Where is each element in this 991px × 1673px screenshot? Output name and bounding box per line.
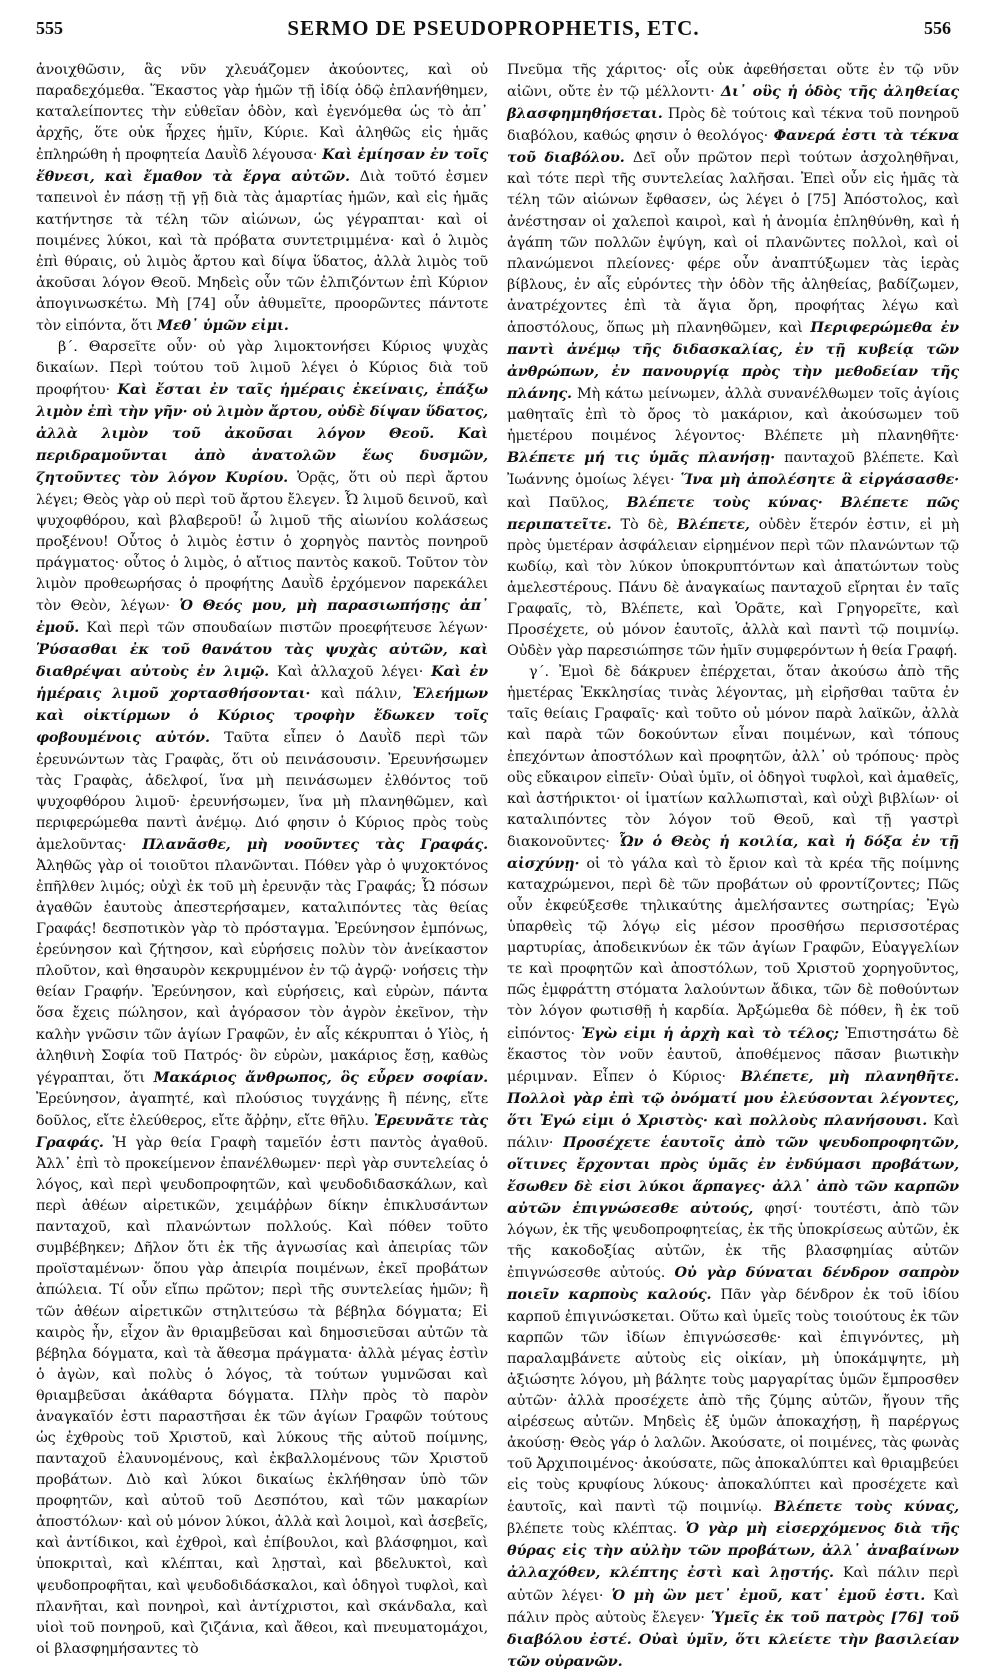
scripture-quote: Ῥύσασθαι ἐκ τοῦ θανάτου τὰς ψυχὰς αὐτῶν, καὶ διαθρέψαι αὐτοὺς ἐν λιμῷ. [36, 641, 488, 681]
text-run: Διὰ τοῦτό ἐσμεν ταπεινοὶ ἐν πάσῃ τῇ γῇ διὰ τὰς ἁμαρτίας ἡμῶν, καὶ εἰς ἡμᾶς κατήντησε τὰ τέλη τῶν αἰώνων, ὡς γέγραπται· καὶ οἱ ποιμένες λύκοι, καὶ τὰ πρόβατα συντετριμμένα· καὶ ὁ λιμὸς ἐπὶ θύραις, οὐ λιμὸς ἄρτου καὶ δίψα ὕδατος, ἀλλὰ λιμὸς τοῦ ἀκοῦσαι λόγον Θεοῦ. Μηδεὶς οὖν τῶν ἐλπιζόντων ἐπὶ Κύριον ἀπογινωσκέτω. Μὴ [74] οὖν ἀθυμεῖτε, προορῶντες πάντοτε τὸν εἰπόντα, ὅτι [36, 169, 488, 334]
text-run: Ἐπιστησάτω δὲ ἕκαστος τὸν νοῦν ἑαυτοῦ, ἀποθέμενος πᾶσαν βιωτικὴν μέριμναν. Εἶπεν ὁ Κύριος· [507, 1025, 959, 1085]
text-run: καὶ πάλιν, [310, 686, 413, 703]
scripture-quote: Ὁ Θεός μου, μὴ παρασιωπήσῃς ἀπ᾽ ἐμοῦ. [36, 596, 488, 637]
scripture-quote: Καὶ ἔσται ἐν ταῖς ἡμέραις ἐκείναις, ἐπάξω λιμὸν ἐπὶ τὴν γῆν· οὐ λιμὸν ἄρτου, οὐδὲ δίψαν ὕδατος, ἀλλὰ λιμὸν τοῦ ἀκοῦσαι λόγον Θεοῦ. Καὶ περιδραμοῦνται ἀπὸ ἀνατολῶν ἕως δυσμῶν, ζητοῦντες τὸν λόγον Κυρίου. [36, 381, 488, 487]
text-run: οἱ τὸ γάλα καὶ τὸ ἔριον καὶ τὰ κρέα τῆς ποίμνης καταχρώμενοι, περὶ δὲ τῶν προβάτων οὐ φροντίζοντες; Πῶς οὖν ἐκφεύξεσθε τηλικαύτης ἀμελήσαντες σωτηρίας; Ἐγὼ ὑπαρθεὶς τῷ λόγῳ εἰς μέσον προσθήσω περισσοτέρας μαρτυρίας, ἀποδεικνύων ἐκ τῶν ἁγίων Γραφῶν, Εὐαγγελίων τε καὶ προφητῶν καὶ ἀποστόλων, τοῦ Χριστοῦ χορηγοῦντος, πῶς ἐμφράττη στόματα λαλούντων ἄδικα, τῶν δὲ ποθούντων τὸν λόγον φωτισθῇ ἡ καρδία. Ἀρξώμεθα δὲ πόθεν, ἢ ἐκ τοῦ εἰπόντος· [507, 855, 959, 1042]
text-run: Ἀληθῶς γὰρ οἱ τοιοῦτοι πλανῶνται. Πόθεν γὰρ ὁ ψυχοκτόνος ἐπῆλθεν λιμός; οὐχὶ ἐκ τοῦ μὴ ἐρευνᾷν τὰς Γραφάς; Ὦ πόσων ἀγαθῶν ἑαυτοὺς ἀπεστερήσαμεν, καταλιπόντες τὰς θείας Γραφάς! δεσποτικὸν γὰρ τὸ πρόσταγμα. Ἐρεύνησον ἐμπόνως, ἐρεύνησον καὶ ζήτησον, καὶ εὑρήσεις πολὺν τὸν ἀνείκαστον πλοῦτον, καὶ θησαυρὸν κεκρυμμένον ἐν τῷ ἀγρῷ· νοήσεις τὴν θείαν Γραφήν. Ἐρεύνησον, καὶ εὑρήσεις, καὶ εὑρὼν, πάντα ὅσα ἔχεις πώλησον, καὶ ἀγόρασον τὸν ἀγρὸν ἐκεῖνον, τὴν καλὴν γνῶσιν τῶν ἁγίων Γραφῶν, ἐν αἷς κέκρυπται ὁ Υἱὸς, ἡ ἀληθινὴ Σοφία τοῦ Πατρός· ὃν εὑρὼν, μακάριος ἔσῃ, καθὼς γέγραπται, ὅτι [36, 857, 488, 1086]
scripture-quote: Ὁ γὰρ μὴ εἰσερχόμενος διὰ τῆς θύρας εἰς τὴν αὐλὴν τῶν προβάτων, ἀλλ᾽ ἀναβαίνων ἀλλαχόθεν, κλέπτης ἐστὶ καὶ λῃστής. [507, 1520, 959, 1582]
scripture-quote: Βλέπετε τοὺς κύνας· Βλέπετε πῶς περιπατεῖτε. [507, 493, 959, 533]
paragraph [36, 60, 488, 337]
page-number-left: 555 [36, 18, 63, 38]
scripture-quote: Ἐρευνᾶτε τὰς Γραφάς. [36, 1111, 488, 1151]
text-run: Πνεῦμα τῆς χάριτος· οἷς οὐκ ἀφεθήσεται οὔτε ἐν τῷ νῦν αἰῶνι, οὔτε ἐν τῷ μέλλοντι· [507, 62, 959, 101]
scripture-quote: Βλέπετε, [677, 515, 750, 533]
text-run: Ταῦτα εἶπεν ὁ Δαυῒδ περὶ τῶν ἐρευνώντων τὰς Γραφὰς, ὅτι οὐ πεινάσουσιν. Ἐρευνήσωμεν τὰς Γραφὰς, ἀδελφοί, ἵνα μὴ πεινάσωμεν ἐλθόντος τοῦ ψυχοφθόρου λιμοῦ· ἐρευνήσωμεν, ἵνα μὴ πλανηθῶμεν, καὶ περιφερώμεθα παντὶ ἀνέμῳ. Διό φησιν ὁ Κύριος πρὸς τοὺς ἀμελοῦντας· [36, 730, 488, 853]
scripture-quote: Ὑμεῖς ἐκ τοῦ πατρὸς [76] τοῦ διαβόλου ἐστέ. Οὐαὶ ὑμῖν, ὅτι κλείετε τὴν βασιλείαν τῶν οὐρανῶν. [507, 1608, 959, 1670]
scripture-quote: Μεθ᾽ ὑμῶν εἰμι. [157, 316, 289, 334]
text-run: Μὴ κάτω μείνωμεν, ἀλλὰ συνανέλθωμεν τοῖς ἁγίοις μαθηταῖς ἐπὶ τὸ ὄρος τὸ μακάριον, καὶ ἀκούσωμεν τοῦ ἡμετέρου ποιμένος λέγοντος· Βλέπετε μὴ πλανηθῆτε· [507, 386, 959, 445]
text-run: οὐδὲν ἕτερόν ἐστιν, εἰ μὴ πρὸς ὑμετέραν ἀσφάλειαν εἰρημένον περὶ τῶν πλανώντων τῷ κωδίῳ, καὶ τὸν λύκον ὑποκρυπτόντων καὶ ἀπατώντων τοὺς ἀμελεστέρους. Πάνυ δὲ ἀναγκαίως πανταχοῦ εἴρηται ἐν ταῖς Γραφαῖς, τὸ, Βλέπετε, καὶ Ὁρᾶτε, καὶ Γρηγορεῖτε, καὶ Προσέχετε, οὐ μόνον ἑαυτοῖς, ἀλλὰ καὶ παντὶ τῷ ποιμνίῳ. Οὐδὲν γὰρ παρεσιώπησε τῶν ἡμῖν συμφερόντων ἡ θεία Γραφή. [507, 516, 959, 660]
text-run: Καὶ ἀλλαχοῦ λέγει· [269, 664, 432, 681]
text-run: Ὁρᾷς, ὅτι οὐ περὶ ἄρτου λέγει; Θεὸς γὰρ οὐ περὶ τοῦ ἄρτου ἔλεγεν. Ὦ λιμοῦ δεινοῦ, καὶ ψυχοφθόρου, καὶ βλαβεροῦ! ὦ λιμοῦ τῆς αἰωνίου κολάσεως προξένου! Οὗτος ὁ λιμὸς ἐστιν ὁ χορηγὸς παντὸς πονηροῦ πράγματος· οὗτος ὁ λιμὸς, ὁ αἴτιος παντὸς κακοῦ. Τοῦτον τὸν λιμὸν προθεωρήσας ὁ προφήτης Δαυῒδ ἐρχόμενον παρεκάλει τὸν Θεὸν, λέγων· [36, 470, 488, 614]
paragraph [507, 662, 959, 1673]
scripture-quote: Βλέπετε μή τις ὑμᾶς πλανήσῃ· [507, 449, 776, 467]
scripture-quote: Ἐλεήμων καὶ οἰκτίρμων ὁ Κύριος τροφὴν ἔδωκεν τοῖς φοβουμένοις αὐτόν. [36, 685, 488, 747]
paragraph [507, 60, 959, 662]
scripture-quote: Δι᾽ οὓς ἡ ὁδὸς τῆς ἀληθείας βλασφημηθήσεται. [507, 83, 959, 123]
text-run: βλέπετε τοὺς κλέπτας. [507, 1521, 686, 1538]
text-run: γ΄. Ἐμοὶ δὲ δάκρυεν ἐπέρχεται, ὅταν ἀκούσω ἀπὸ τῆς ἡμετέρας Ἐκκλησίας τινὰς λέγοντας, μὴ εἰρῆσθαι ταῦτα ἐν ταῖς θείαις Γραφαῖς· καὶ τοῦτο οὐ μόνον παρὰ λαϊκῶν, ἀλλὰ καὶ παρὰ τῶν δοκούντων εἶναι ποιμένων, καὶ τόπους ἐπεχόντων ἀποστόλων καὶ προφητῶν, ἀλλ᾽ οὐ τρόπους· πρὸς οὓς εὔκαιρον εἰπεῖν· Οὐαὶ ὑμῖν, οἱ ὁδηγοὶ τυφλοὶ, καὶ ἀμαθεῖς, καὶ ἀστήρικτοι· οἱ ἱματίων καλλωπισταὶ, καὶ οὐχὶ βιβλίων· οἱ καταλιπόντες τὸν λόγον τοῦ Θεοῦ, καὶ τῇ γαστρὶ διακονοῦντες· [507, 664, 959, 850]
text-run: Καὶ περὶ τῶν σπουδαίων πιστῶν προεφήτευσε λέγων· [79, 620, 488, 637]
left-column [36, 60, 488, 1657]
scripture-quote: Πλανᾶσθε, μὴ νοοῦντες τὰς Γραφάς. [142, 835, 488, 853]
text-run: β΄. Θαρσεῖτε οὖν· οὐ γὰρ λιμοκτονήσει Κύριος ψυχὰς δικαίων. Περὶ τούτου τοῦ λιμοῦ λέγει ὁ Κύριος διὰ τοῦ προφήτου· [36, 339, 488, 399]
text-run: Καὶ πάλιν· [507, 1112, 959, 1151]
text-run: Καὶ πάλιν περὶ αὐτῶν λέγει· [507, 1565, 959, 1604]
text-run: Πρὸς δὲ τούτοις καὶ τέκνα τοῦ πονηροῦ διαβόλου, καθώς φησιν ὁ θεολόγος· [507, 106, 959, 145]
text-run: Τὸ δὲ, [611, 516, 678, 533]
scripture-quote: Φανερά ἐστι τὰ τέκνα τοῦ διαβόλου. [507, 127, 959, 167]
running-title: SERMO DE PSEUDOPROPHETIS, ETC. [287, 16, 700, 40]
scripture-quote: Βλέπετε, μὴ πλανηθῆτε. Πολλοὶ γὰρ ἐπὶ τῷ ὀνόματί μου ἐλεύσονται λέγοντες, ὅτι Ἐγώ εἰμι ὁ Χριστὸς· καὶ πολλοὺς πλανήσουσι. [507, 1067, 959, 1129]
text-run: Ἡ γὰρ θεία Γραφὴ ταμεῖόν ἐστι παντὸς ἀγαθοῦ. Ἀλλ᾽ ἐπὶ τὸ προκείμενον ἐπανέλθωμεν· περὶ γὰρ συντελείας ὁ λόγος, καὶ περὶ ψευδοπροφητῶν, καὶ ψευδοδιδασκάλων, καὶ περὶ ἀθέων αἱρετικῶν, χειμάῤῥων δίκην ἐπικλυσάντων πανταχοῦ, καὶ πλανώντων πολλούς. Καὶ πόθεν τοῦτο συμβέβηκεν; Δῆλον ὅτι ἐκ τῆς ἀγνωσίας καὶ ἀπειρίας τῶν προϊσταμένων· ὅπου γὰρ ἀπειρία ποιμένων, ἐκεῖ προβάτων ἀπώλεια. Τί οὖν εἴπω πρῶτον; περὶ τῆς συντελείας ἡμῶν; ἢ τῶν ἀθέων αἱρετικῶν στηλιτεύσω τὰ βέβηλα δόγματα; Εἰ καιρὸς ἦν, εἶχον ἂν θριαμβεῦσαι καὶ δημοσιεῦσαι αὐτῶν τὰ βέβηλα δόγματα, καὶ τὰ ἄθεσμα πράγματα· ἀλλὰ μέγας ἐστὶν ὁ ἀγὼν, καὶ πολὺς ὁ λόγος, τὰ τούτων γυμνῶσαι καὶ θριαμβεῦσαι ἀκάθαρτα δόγματα. Πλὴν πρὸς τὸ παρὸν ἀναγκαῖόν ἐστι παραστῆσαι ἐκ τῶν ἁγίων Γραφῶν τούτους ὡς ἐχθροὺς τοῦ Χριστοῦ, καὶ λύκους τῆς αὐτοῦ ποίμνης, πανταχοῦ ἐλαυνομένους, καὶ ἐκβαλλομένους τῶν Χριστοῦ προβάτων. Διὸ καὶ λύκοι δικαίως ἐκλήθησαν ὑπὸ τῶν προφητῶν, καὶ αὐτοῦ τοῦ Δεσπότου, καὶ τῶν μακαρίων ἀποστόλων· καὶ οὐ μόνον λύκοι, ἀλλὰ καὶ λοιμοὶ, καὶ ἀσεβεῖς, καὶ ἀντίδικοι, καὶ ἐχθροὶ, καὶ ἐπίβουλοι, καὶ βλάσφημοι, καὶ ὑποκριταὶ, καὶ κλέπται, καὶ λῃσταὶ, καὶ βδελυκτοὶ, καὶ ψευδοπροφῆται, καὶ ψευδοδιδάσκαλοι, καὶ ὁδηγοὶ τυφλοὶ, καὶ πλανῆται, καὶ πονηροὶ, καὶ ἀντίχριστοι, καὶ σκάνδαλα, καὶ υἱοὶ τοῦ πονηροῦ, καὶ ζιζάνια, καὶ ἄθεοι, καὶ πνευματομάχοι, οἱ βλασφημήσαντες τὸ [36, 1134, 488, 1657]
text-run: πανταχοῦ βλέπετε. Καὶ Ἰωάννης ὁμοίως λέγει· [507, 450, 959, 489]
text-run: φησί· τουτέστι, ἀπὸ τῶν λόγων, ἐκ τῆς ψευδοπροφητείας, ἐκ τῆς ὑποκρίσεως αὐτῶν, ἐκ τῆς κακοδοξίας αὐτῶν, ἐκ τῆς βλασφημίας αὐτῶν ἐπιγνώσεσθε αὐτούς. [507, 1201, 960, 1282]
scripture-quote: Βλέπετε τοὺς κύνας, [774, 1498, 960, 1516]
text-run: ἀνοιχθῶσιν, ἃς νῦν χλευάζομεν ἀκούοντες, καὶ οὐ παραδεχόμεθα. Ἕκαστος γὰρ ἡμῶν τῇ ἰδίᾳ ὁδῷ ἐπλανήθημεν, καταλείποντες τὴν εὐθεῖαν ὁδὸν, καὶ ἐγενόμεθα ὡς τὸ ἀπ᾽ ἀρχῆς, ὅτε οὐκ ἦρχες ἡμῖν, Κύριε. Καὶ ἀληθῶς εἰς ἡμᾶς ἐπληρώθη ἡ προφητεία Δαυῒδ λέγουσα· [36, 62, 488, 164]
scripture-quote: Ὁ μὴ ὢν μετ᾽ ἐμοῦ, κατ᾽ ἐμοῦ ἐστι. [611, 1586, 926, 1604]
scripture-quote: Ἵνα μὴ ἀπολέσητε ἃ εἰργάσασθε· [680, 471, 959, 489]
scripture-quote: Καὶ ἐν ἡμέραις λιμοῦ χορτασθήσονται· [36, 663, 488, 703]
text-run: Ἐρεύνησον, ἀγαπητέ, καὶ πλούσιος τυγχάνῃς ἢ πένης, εἴτε δοῦλος, εἴτε ἐλεύθερος, εἴτε ἄῤῥην, εἴτε θῆλυ. [36, 1090, 488, 1129]
scripture-quote: Οὐ γὰρ δύναται δένδρον σαπρὸν ποιεῖν καρποὺς καλούς. [507, 1264, 959, 1304]
scripture-quote: Μακάριος ἄνθρωπος, ὃς εὗρεν σοφίαν. [153, 1068, 488, 1086]
scripture-quote: Περιφερώμεθα ἐν παντὶ ἀνέμῳ τῆς διδασκαλίας, ἐν τῇ κυβείᾳ τῶν ἀνθρώπων, ἐν πανουργίᾳ πρὸς τὴν μεθοδείαν τῆς πλάνης. [507, 318, 959, 403]
text-run: Πᾶν γὰρ δένδρον ἐκ τοῦ ἰδίου καρποῦ ἐπιγινώσκεται. Οὕτω καὶ ὑμεῖς τοὺς τοιούτους ἐκ τῶν καρπῶν τῶν ἰδίων ἐπιγνώσεσθε· καὶ ἐπιγνόντες, μὴ παραλαμβάνετε αὐτοὺς εἰς οἰκίαν, μὴ ὑποκάμψητε, μὴ ἀξιώσητε λόγου, μὴ βάλητε τοὺς μαργαρίτας ὑμῶν ἔμπροσθεν αὐτῶν· ἀλλὰ προσέχετε ἀπὸ τῆς ζύμης αὐτῶν, ἤγουν τῆς αἱρέσεως αὐτῶν. Μηδεὶς ἐξ ὑμῶν ἀποκαχήσῃ, ἢ παρέργως ἀκούσῃ· Θεὸς γάρ ὁ λαλῶν. Ἀκούσατε, οἱ ποιμένες, τὰς φωνὰς τοῦ Ἀρχιποιμένος· ἀκούσατε, πῶς ἀποκαλύπτει καὶ θριαμβεύει εἰς τοὺς κρυφίους λύκους· ἀποκαλύπτει καὶ προσέχετε καὶ ἑαυτοῖς, καὶ παντὶ τῷ ποιμνίῳ. [507, 1287, 959, 1516]
scripture-quote: Προσέχετε ἑαυτοῖς ἀπὸ τῶν ψευδοπροφητῶν, οἵτινες ἔρχονται πρὸς ὑμᾶς ἐν ἐνδύμασι προβάτων, ἔσωθεν δὲ εἰσι λύκοι ἅρπαγες· ἀλλ᾽ ἀπὸ τῶν καρπῶν αὐτῶν ἐπιγνώσεσθε αὐτούς, [507, 1133, 959, 1218]
paragraph [36, 337, 488, 1660]
text-run: καὶ Παῦλος, [507, 494, 627, 511]
right-column [507, 60, 960, 1670]
scripture-quote: Καὶ ἐμίησαν ἐν τοῖς ἔθνεσι, καὶ ἔμαθον τὰ ἔργα αὐτῶν. [36, 146, 488, 186]
text-run: Καὶ πάλιν πρὸς αὐτοὺς ἔλεγεν· [507, 1587, 959, 1626]
page-header [36, 8, 951, 48]
text-run: Δεῖ οὖν πρῶτον περὶ τούτων ἀσχοληθῆναι, καὶ τότε περὶ τῆς συντελείας λαλῆσαι. Ἐπεὶ οὖν εἰς ἡμᾶς τὰ τέλη τῶν αἰώνων ἔφθασεν, ὡς λέγει ὁ [75] Ἀπόστολος, καὶ ἀνέστησαν οἱ χαλεποὶ καιροὶ, καὶ ἡ ἀνομία ἐπληθύνθη, καὶ ἡ ἀγάπη τῶν πολλῶν ἐψύγη, καὶ οἱ πλανῶντες πολλοὶ, καὶ οἱ πλανώμενοι πλείονες· φέρε οὖν ἀναπτύξωμεν τὰς ἱερὰς βίβλους, ἐν αἷς εὑρόντες τὴν ὁδὸν τῆς ἀληθείας, βαδίζωμεν, ἀνατρέχοντες ἐπὶ τὰ ἅγια ὄρη, προφήτας λέγω καὶ ἀποστόλους, ὅπως μὴ πλανηθῶμεν, καὶ [507, 150, 959, 336]
scripture-quote: Ὧν ὁ Θεὸς ἡ κοιλία, καὶ ἡ δόξα ἐν τῇ αἰσχύνῃ· [507, 832, 959, 872]
scripture-quote: Ἐγὼ εἰμι ἡ ἀρχὴ καὶ τὸ τέλος; [581, 1024, 839, 1042]
page-number-right: 556 [924, 18, 951, 38]
